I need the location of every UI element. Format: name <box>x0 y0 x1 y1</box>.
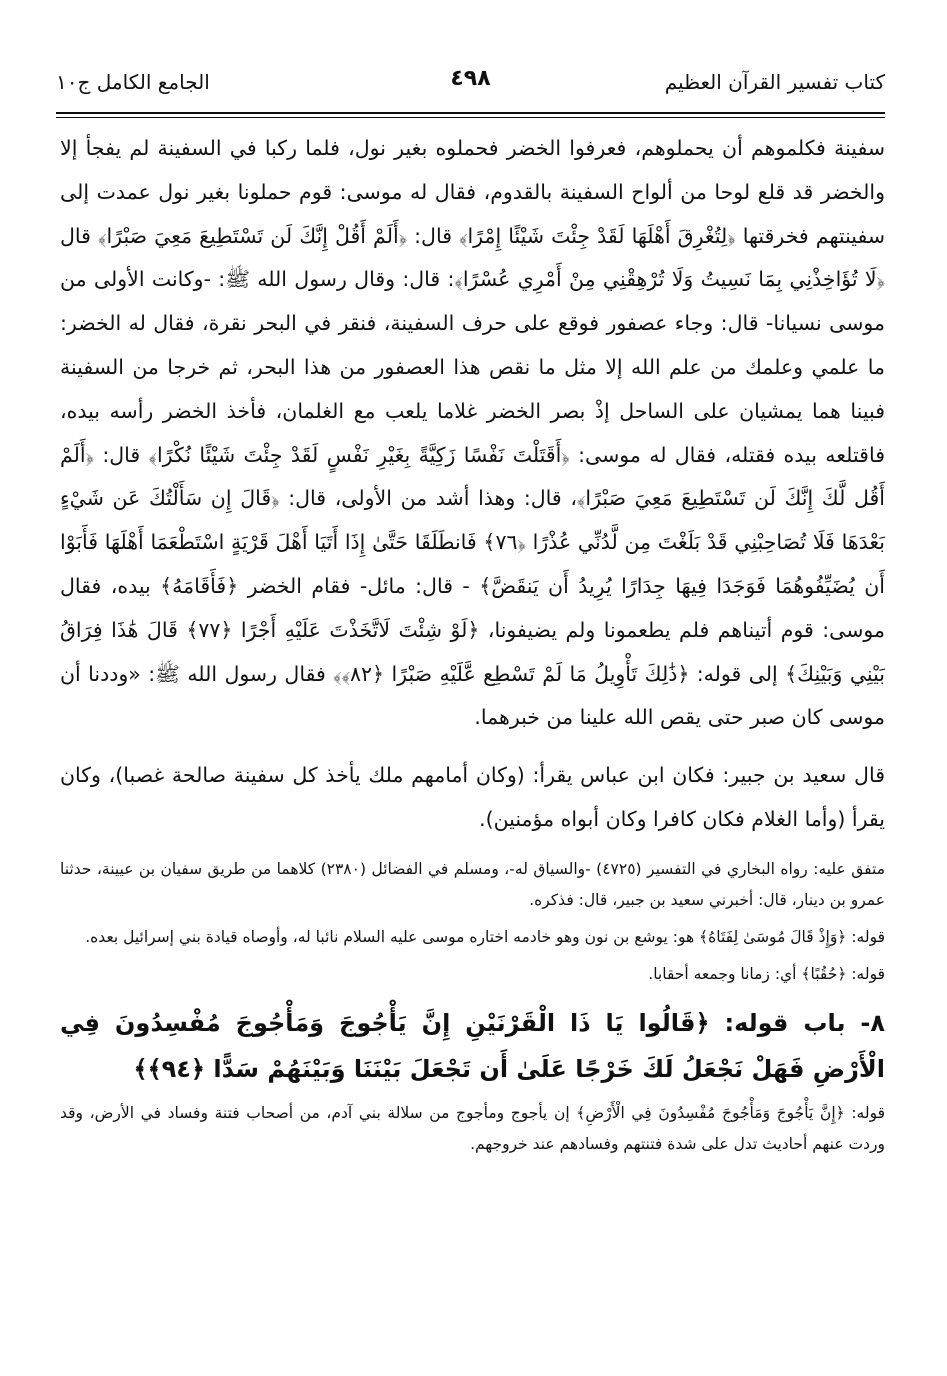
page-body <box>60 125 885 1160</box>
chapter-label: باب قوله: <box>724 1008 846 1037</box>
tafsir-note-huquba: قوله: ﴿حُقُبًا﴾ أي: زمانا وجمعه أحقابا. <box>648 964 885 983</box>
header-rule <box>56 112 885 118</box>
page-header <box>56 66 885 106</box>
volume-label: الجامع الكامل ج١٠ <box>56 70 210 94</box>
chapter-heading <box>60 1000 885 1092</box>
hadith-paragraph: سفينة فكلموهم أن يحملوهم، فعرفوا الخضر فحملوه بغير نول، فلما ركبا في السفينة لم يفجأ إلا والخضر قد قلع لوحا من ألواح السفينة بالقدوم، فقال له موسى: قوم حملونا بغير نول عمدت إلى سفينتهم فخرقتها ﴿لِتُغْرِقَ أَهْلَهَا لَقَدْ جِئْتَ شَيْئًا إِمْرًا﴾ قال: ﴿أَلَمْ أَقُلْ إِنَّكَ لَن تَسْتَطِيعَ مَعِيَ صَبْرًا﴾ قال ﴿لَا تُؤَاخِذْنِي بِمَا نَسِيتُ وَلَا تُرْهِقْنِي مِنْ أَمْرِي عُسْرًا﴾: قال: وقال رسول الله ﷺ: -وكانت الأولى من موسى نسيانا- قال: وجاء عصفور فوقع على حرف السفينة، فنقر في البحر نقرة، فقال له الخضر: ما علمي وعلمك من علم الله إلا مثل ما نقص هذا العصفور من هذا البحر، ثم خرجا من السفينة فبينا هما يمشيان على الساحل إذْ بصر الخضر غلاما يلعب مع الغلمان، فأخذ الخضر رأسه بيده، فاقتلعه بيده فقتله، فقال له موسى: ﴿أَقَتَلْتَ نَفْسًا زَكِيَّةً بِغَيْرِ نَفْسٍ لَقَدْ جِئْتَ شَيْئًا نُكْرًا﴾ قال: ﴿أَلَمْ أَقُل لَّكَ إِنَّكَ لَن تَسْتَطِيعَ مَعِيَ صَبْرًا﴾، قال: وهذا أشد من الأولى، قال: ﴿قَالَ إِن سَأَلْتُكَ عَن شَيْءٍ بَعْدَهَا فَلَا تُصَاحِبْنِي قَدْ بَلَغْتَ مِن لَّدُنِّي عُذْرًا ﴿٧٦﴾ فَانطَلَقَا حَتَّىٰ إِذَا أَتَيَا أَهْلَ قَرْيَةٍ اسْتَطْعَمَا أَهْلَهَا فَأَبَوْا أَن يُضَيِّفُوهُمَا فَوَجَدَا فِيهَا جِدَارًا يُرِيدُ أَن يَنقَضَّ﴾ - قال: مائل- فقام الخضر ﴿فَأَقَامَهُ﴾ بيده، فقال موسى: قوم أتيناهم فلم يطعمونا ولم يضيفونا، ﴿لَوْ شِئْتَ لَاتَّخَذْتَ عَلَيْهِ أَجْرًا ﴿٧٧﴾ قَالَ هَٰذَا فِرَاقُ بَيْنِي وَبَيْنِكَ﴾ إلى قوله: ﴿ذَٰلِكَ تَأْوِيلُ مَا لَمْ تَسْطِع عَّلَيْهِ صَبْرًا ﴿٨٢﴾﴾ فقال رسول الله ﷺ: «وددنا أن موسى كان صبر حتى يقص الله علينا من خبرهما. <box>60 136 885 730</box>
takhrij-note: متفق عليه: رواه البخاري في التفسير (٤٧٢٥) -والسياق له-، ومسلم في الفضائل (٢٣٨٠) كلاهما من طريق سفيان بن عيينة، حدثنا عمرو بن دينار، قال: أخبرني سعيد بن جبير، قال: فذكره. <box>60 859 886 909</box>
book-title: كتاب تفسير القرآن العظيم <box>664 70 885 94</box>
qiraa-paragraph: قال سعيد بن جبير: فكان ابن عباس يقرأ: (وكان أمامهم ملك يأخذ كل سفينة صالحة غصبا)، وكان يقرأ (وأما الغلام فكان كافرا وكان أبواه مؤمنين). <box>60 763 885 831</box>
page-number: ٤٩٨ <box>450 66 491 91</box>
tafsir-note-yajuj: قوله: ﴿إِنَّ يَأْجُوجَ وَمَأْجُوجَ مُفْسِدُونَ فِي الْأَرْضِ﴾ إن يأجوج ومأجوج من سلالة بني آدم، من أصحاب فتنة وفساد في الأرض، وقد وردت عنهم أحاديث تدل على شدة فتنتهم وفسادهم عند خروجهم. <box>60 1103 885 1153</box>
chapter-number: ٨- <box>860 1008 886 1037</box>
tafsir-note-fatah: قوله: ﴿وَإِذْ قَالَ مُوسَىٰ لِفَتَاهُ﴾ هو: يوشع بن نون وهو خادمه اختاره موسى عليه السلام نائبا له، وأوصاه قيادة بني إسرائيل بعده. <box>85 927 885 946</box>
chapter-verse: ﴿قَالُوا يَا ذَا الْقَرْنَيْنِ إِنَّ يَأْجُوجَ وَمَأْجُوجَ مُفْسِدُونَ فِي الْأَرْضِ فَهَلْ نَجْعَلُ لَكَ خَرْجًا عَلَىٰ أَن تَجْعَلَ بَيْنَنَا وَبَيْنَهُمْ سَدًّا ﴿٩٤﴾﴾ <box>60 1008 885 1083</box>
